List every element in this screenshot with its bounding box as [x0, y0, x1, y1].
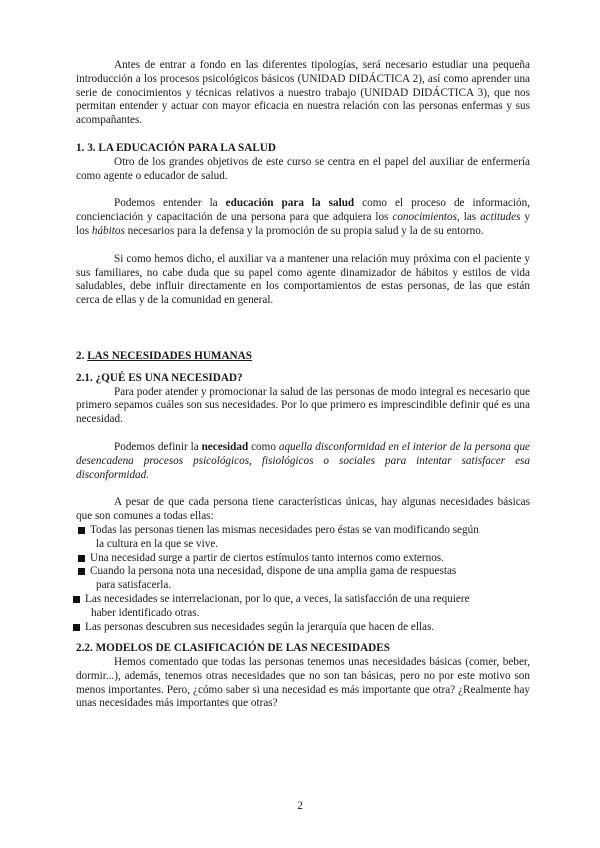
s13-paragraph-2: Podemos entender la educación para la salud como el proceso de información, concienciación y capacitación de una persona para que adquiera los conocimientos, las actitudes y los hábitos necesarios para la defensa y la promoción de su propia salud y la de su entorno. [76, 197, 531, 237]
list-item: Cuando la persona nota una necesidad, dispone de una amplia gama de respuestas para satisfacerla. [76, 565, 530, 593]
needs-bullet-list [76, 524, 530, 634]
square-bullet-icon [73, 624, 80, 631]
section-heading-2-1: 2.1. ¿QUÉ ES UNA NECESIDAD? [76, 371, 243, 384]
square-bullet-icon [73, 596, 80, 603]
s13-paragraph-1: Otro de los grandes objetivos de este curso se centra en el papel del auxiliar de enfermería como agente o educador de salud. [76, 155, 530, 182]
square-bullet-icon [78, 568, 85, 575]
square-bullet-icon [78, 555, 85, 562]
s21-paragraph-1: Para poder atender y promocionar la salud de las personas de modo integral es necesario que primero sepamos cuáles son sus necesidades. Por lo que primero es imprescindible definir qué es una necesidad. [76, 385, 530, 426]
s22-paragraph-1: Hemos comentado que todas las personas tenemos unas necesidades básicas (comer, beber, dormir...), además, tenemos otras necesidades que no son tan básicas, pero no por este motivo son menos importantes. Pero, ¿cómo saber si una necesidad es más importante que otra? ¿Realmente hay unas necesidades más importantes que otras? [76, 656, 530, 710]
section-heading-1-3: 1. 3. LA EDUCACIÓN PARA LA SALUD [76, 141, 276, 154]
s13-paragraph-3: Si como hemos dicho, el auxiliar va a mantener una relación muy próxima con el paciente y sus familiares, no cabe duda que su papel como agente dinamizador de hábitos y estilos de vida saludables, debe influir directamente en los comportamientos de estas personas, de las que están cerca de ellas y de la comunidad en general. [76, 252, 530, 307]
s21-paragraph-2: Podemos definir la necesidad como aquella disconformidad en el interior de la persona que desencadena procesos psicológicos, fisiológicos o sociales para intentar satisfacer esa disconformidad. [76, 440, 531, 481]
document-page [76, 59, 530, 711]
page-number: 2 [297, 800, 303, 812]
list-item: Las necesidades se interrelacionan, por lo que, a veces, la satisfacción de una requiere haber identificado otras. [71, 593, 530, 621]
intro-paragraph: Antes de entrar a fondo en las diferentes tipologías, será necesario estudiar una pequeña introducción a los procesos psicológicos básicos (UNIDAD DIDÁCTICA 2), así como aprender una serie de conocimientos y técnicas relativos a nuestro trabajo (UNIDAD DIDÁCTICA 3), que nos permitan entender y actuar con mayor eficacia en nuestra relación con las personas enfermas y sus acompañantes. [76, 59, 530, 127]
list-item: Todas las personas tienen las mismas necesidades pero éstas se van modificando según la cultura en la que se vive. [76, 524, 530, 552]
section-heading-2-2: 2.2. MODELOS DE CLASIFICACIÓN DE LAS NECESIDADES [76, 642, 390, 655]
section-heading-2: 2. LAS NECESIDADES HUMANAS [76, 349, 252, 362]
square-bullet-icon [78, 527, 85, 534]
s21-paragraph-3: A pesar de que cada persona tiene características únicas, hay algunas necesidades básicas que son comunes a todas ellas: [76, 496, 530, 523]
list-item: Las personas descubren sus necesidades según la jerarquía que hacen de ellas. [71, 621, 530, 635]
list-item: Una necesidad surge a partir de ciertos estímulos tanto internos como externos. [76, 552, 530, 566]
